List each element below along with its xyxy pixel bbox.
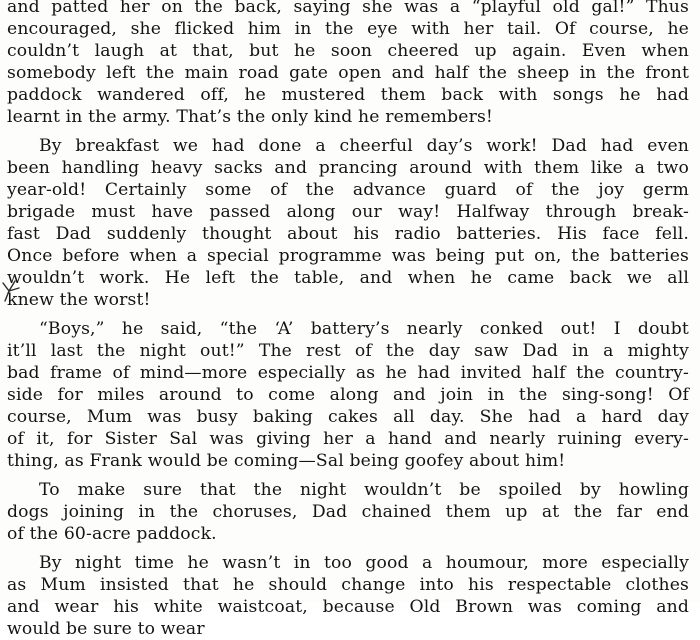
text-line: and patted her on the back, saying she was a “playful old gal!” Thus xyxy=(7,0,689,17)
text-line: and wear his white waistcoat, because Old Brown was coming and xyxy=(7,597,689,617)
text-line: been handling heavy sacks and prancing around with them like a two xyxy=(7,158,689,178)
text-line: dogs joining in the choruses, Dad chained them up at the far end xyxy=(7,502,689,522)
text-line: side for miles around to come along and join in the sing-song! Of xyxy=(7,385,689,405)
text-line: of it, for Sister Sal was giving her a hand and nearly ruining every- xyxy=(7,429,689,449)
text-line: paddock wandered off, he mustered them back with songs he had xyxy=(7,85,689,105)
text-line: year-old! Certainly some of the advance guard of the joy germ xyxy=(7,180,689,200)
text-line: By night time he wasn’t in too good a houmour, more especially xyxy=(39,553,689,573)
text-line: wouldn’t work. He left the table, and when he came back we all xyxy=(7,268,689,288)
paragraph xyxy=(7,135,689,311)
paragraph xyxy=(7,318,689,472)
text-line: somebody left the main road gate open and half the sheep in the front xyxy=(7,63,689,83)
text-line: To make sure that the night wouldn’t be spoiled by howling xyxy=(39,480,689,500)
text-line: fast Dad suddenly thought about his radio batteries. His face fell. xyxy=(7,224,689,244)
paragraph-gap xyxy=(7,311,689,318)
text-line: as Mum insisted that he should change into his respectable clothes xyxy=(7,575,689,595)
paragraph-gap xyxy=(7,472,689,479)
text-line: Once before when a special programme was being put on, the batteries xyxy=(7,246,689,266)
paragraph xyxy=(7,552,689,640)
text-line: course, Mum was busy baking cakes all day. She had a hard day xyxy=(7,407,689,427)
paragraph xyxy=(7,479,689,545)
text-line: “Boys,” he said, “the ‘A’ battery’s nearly conked out! I doubt xyxy=(39,319,689,339)
text-line: encouraged, she flicked him in the eye with her tail. Of course, he xyxy=(7,19,689,39)
text-line: it’ll last the night out!” The rest of the day saw Dad in a mighty xyxy=(7,341,689,361)
text-line: couldn’t laugh at that, but he soon cheered up again. Even when xyxy=(7,41,689,61)
text-line: thing, as Frank would be coming—Sal being goofey about him! xyxy=(7,451,566,471)
text-line: would be sure to wear xyxy=(7,619,205,639)
paragraph-gap xyxy=(7,545,689,552)
paragraph xyxy=(7,0,689,128)
text-line: knew the worst! xyxy=(7,290,151,310)
text-line: bad frame of mind—more especially as he had invited half the country- xyxy=(7,363,689,383)
text-line: brigade must have passed along our way! Halfway through break- xyxy=(7,202,689,222)
text-line: By breakfast we had done a cheerful day’s work! Dad had even xyxy=(39,136,689,156)
text-line: learnt in the army. That’s the only kind he remembers! xyxy=(7,107,493,127)
paragraph-gap xyxy=(7,128,689,135)
body-text xyxy=(7,0,689,640)
text-line: of the 60-acre paddock. xyxy=(7,524,217,544)
